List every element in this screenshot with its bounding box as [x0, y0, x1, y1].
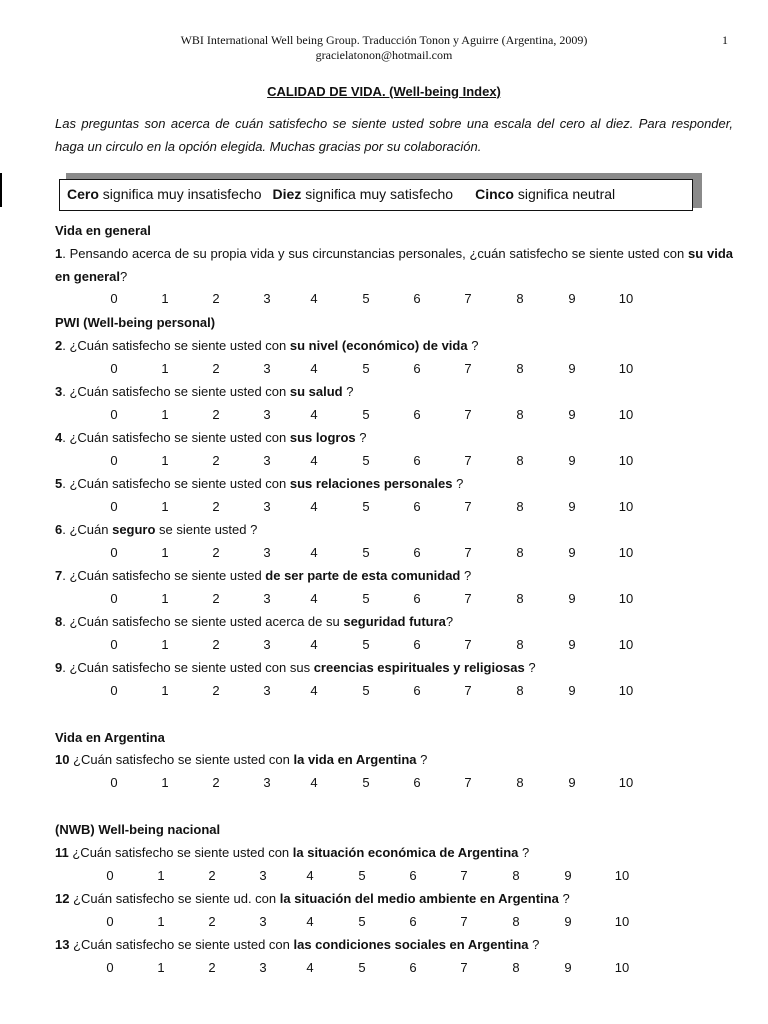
scale-option-0[interactable]: 0 [110, 545, 118, 560]
question-end: ? [524, 660, 536, 675]
legend-cinco-text: significa neutral [513, 186, 616, 202]
question-end: ? [355, 430, 367, 445]
scale-option-8[interactable]: 8 [516, 591, 524, 606]
question-text: . ¿Cuán satisfecho se siente usted con [62, 338, 290, 353]
scale-option-9[interactable]: 9 [564, 914, 572, 929]
question-number: 7 [55, 568, 63, 583]
scale-option-4[interactable]: 4 [310, 591, 318, 606]
scale-option-1[interactable]: 1 [161, 591, 169, 606]
scale-option-7[interactable]: 7 [464, 407, 472, 422]
section-heading-general: Vida en general [55, 223, 151, 238]
section-heading-pwi: PWI (Well-being personal) [55, 315, 216, 330]
header-citation: WBI International Well being Group. Traducción Tonon y Aguirre (Argentina, 2009) [180, 33, 588, 47]
section-heading-nwb: (NWB) Well-being nacional [55, 822, 221, 837]
scale-option-4[interactable]: 4 [306, 914, 314, 929]
scale-option-0[interactable]: 0 [110, 683, 118, 698]
scale-legend-box [59, 179, 693, 211]
scale-option-3[interactable]: 3 [259, 960, 267, 975]
scale-option-3[interactable]: 3 [263, 591, 271, 606]
scale-option-7[interactable]: 7 [464, 683, 472, 698]
question-number: 6 [55, 522, 63, 537]
question-end: ? [460, 568, 472, 583]
question-number: 12 [55, 891, 70, 906]
scale-option-4[interactable]: 4 [310, 683, 318, 698]
scale-option-10[interactable]: 10 [618, 545, 634, 560]
scale-option-1[interactable]: 1 [161, 545, 169, 560]
document-title: CALIDAD DE VIDA. (Well-being Index) [267, 84, 501, 99]
scale-option-10[interactable]: 10 [614, 914, 630, 929]
scale-option-2[interactable]: 2 [208, 914, 216, 929]
scale-option-3[interactable]: 3 [259, 868, 267, 883]
scale-option-4[interactable]: 4 [310, 407, 318, 422]
scale-option-6[interactable]: 6 [409, 914, 417, 929]
scale-option-0[interactable]: 0 [110, 291, 118, 306]
scale-option-5[interactable]: 5 [362, 361, 370, 376]
question-text: ¿Cuán satisfecho se siente usted con [68, 845, 293, 860]
scale-option-2[interactable]: 2 [212, 545, 220, 560]
scale-option-0[interactable]: 0 [110, 499, 118, 514]
question-end: ? [416, 752, 428, 767]
scale-option-8[interactable]: 8 [516, 453, 524, 468]
scale-option-1[interactable]: 1 [161, 361, 169, 376]
scale-option-8[interactable]: 8 [516, 637, 524, 652]
question-text: ¿Cuán satisfecho se siente usted con [69, 937, 294, 952]
scale-option-0[interactable]: 0 [110, 775, 118, 790]
question-9 [55, 660, 536, 675]
scale-option-6[interactable]: 6 [413, 683, 421, 698]
question-end: ? [342, 384, 354, 399]
scale-option-4[interactable]: 4 [306, 868, 314, 883]
question-number: 1 [55, 246, 63, 261]
question-end: ? [518, 845, 530, 860]
scale-option-3[interactable]: 3 [263, 545, 271, 560]
question-number: 2 [55, 338, 63, 353]
scale-option-2[interactable]: 2 [212, 361, 220, 376]
scale-option-7[interactable]: 7 [464, 775, 472, 790]
scale-option-3[interactable]: 3 [263, 683, 271, 698]
scale-option-1[interactable]: 1 [157, 914, 165, 929]
question-number: 9 [55, 660, 63, 675]
scale-option-8[interactable]: 8 [512, 914, 520, 929]
scale-option-6[interactable]: 6 [413, 499, 421, 514]
scale-option-3[interactable]: 3 [263, 775, 271, 790]
scale-option-7[interactable]: 7 [464, 591, 472, 606]
legend-diez-label: Diez [272, 186, 302, 202]
question-emphasis: su nivel (económico) de vida [289, 338, 468, 353]
question-number: 10 [55, 752, 70, 767]
scale-option-7[interactable]: 7 [464, 361, 472, 376]
question-10 [55, 752, 427, 767]
question-13 [55, 937, 539, 952]
scale-option-9[interactable]: 9 [564, 960, 572, 975]
scale-option-3[interactable]: 3 [259, 914, 267, 929]
question-text: . ¿Cuán satisfecho se siente usted con [62, 476, 290, 491]
question-text: . ¿Cuán [62, 522, 113, 537]
scale-option-3[interactable]: 3 [263, 453, 271, 468]
scale-option-6[interactable]: 6 [413, 545, 421, 560]
scale-option-8[interactable]: 8 [516, 407, 524, 422]
scale-option-9[interactable]: 9 [568, 545, 576, 560]
question-2 [55, 338, 478, 353]
scale-option-9[interactable]: 9 [568, 407, 576, 422]
scale-option-6[interactable]: 6 [409, 960, 417, 975]
question-text: . ¿Cuán satisfecho se siente usted con [62, 430, 290, 445]
scale-option-3[interactable]: 3 [263, 291, 271, 306]
scale-option-5[interactable]: 5 [358, 914, 366, 929]
scale-option-5[interactable]: 5 [358, 960, 366, 975]
question-text: ¿Cuán satisfecho se siente ud. con [69, 891, 280, 906]
scale-option-9[interactable]: 9 [568, 775, 576, 790]
question-emphasis: la situación del medio ambiente en Argentina [279, 891, 559, 906]
scale-option-5[interactable]: 5 [362, 407, 370, 422]
scale-option-2[interactable]: 2 [212, 775, 220, 790]
scale-option-6[interactable]: 6 [413, 637, 421, 652]
legend-cinco-label: Cinco [475, 186, 514, 202]
question-emphasis: creencias espirituales y religiosas [313, 660, 525, 675]
scale-option-10[interactable]: 10 [618, 499, 634, 514]
scale-option-0[interactable]: 0 [110, 591, 118, 606]
scale-option-8[interactable]: 8 [516, 361, 524, 376]
scale-option-5[interactable]: 5 [362, 775, 370, 790]
scale-option-10[interactable]: 10 [618, 591, 634, 606]
scale-option-1[interactable]: 1 [161, 499, 169, 514]
question-emphasis: su vida en general [55, 246, 733, 284]
scale-option-3[interactable]: 3 [263, 407, 271, 422]
question-text: . ¿Cuán satisfecho se siente usted con sus [62, 660, 314, 675]
scale-option-5[interactable]: 5 [362, 499, 370, 514]
scale-option-2[interactable]: 2 [212, 637, 220, 652]
scale-option-2[interactable]: 2 [208, 960, 216, 975]
scale-option-4[interactable]: 4 [310, 291, 318, 306]
scale-option-0[interactable]: 0 [106, 960, 114, 975]
scale-option-1[interactable]: 1 [161, 407, 169, 422]
scale-option-8[interactable]: 8 [516, 545, 524, 560]
question-text: . Pensando acerca de su propia vida y sus circunstancias personales, ¿cuán satisfecho se siente usted con [62, 246, 689, 261]
scale-option-4[interactable]: 4 [310, 453, 318, 468]
scale-option-5[interactable]: 5 [362, 637, 370, 652]
question-emphasis: las condiciones sociales en Argentina [293, 937, 529, 952]
question-number: 11 [55, 845, 69, 860]
question-end: se siente usted ? [155, 522, 258, 537]
scale-option-10[interactable]: 10 [618, 775, 634, 790]
question-text: . ¿Cuán satisfecho se siente usted con [62, 384, 290, 399]
scale-option-0[interactable]: 0 [110, 361, 118, 376]
question-1 [55, 242, 733, 288]
scale-option-10[interactable]: 10 [618, 683, 634, 698]
scale-option-0[interactable]: 0 [106, 868, 114, 883]
question-emphasis: de ser parte de esta comunidad [265, 568, 461, 583]
scale-option-8[interactable]: 8 [516, 775, 524, 790]
scale-option-10[interactable]: 10 [614, 960, 630, 975]
scale-option-7[interactable]: 7 [460, 960, 468, 975]
question-emphasis: sus relaciones personales [289, 476, 453, 491]
scale-option-2[interactable]: 2 [212, 453, 220, 468]
question-emphasis: la situación económica de Argentina [292, 845, 519, 860]
question-end: ? [528, 937, 540, 952]
scale-option-0[interactable]: 0 [110, 407, 118, 422]
scale-option-5[interactable]: 5 [362, 683, 370, 698]
scale-option-7[interactable]: 7 [464, 499, 472, 514]
page-header [0, 33, 768, 63]
scale-option-2[interactable]: 2 [212, 499, 220, 514]
question-text: . ¿Cuán satisfecho se siente usted acerca de su [62, 614, 344, 629]
scale-option-1[interactable]: 1 [161, 775, 169, 790]
scale-option-5[interactable]: 5 [362, 591, 370, 606]
instructions-paragraph: Las preguntas son acerca de cuán satisfecho se siente usted sobre una escala del cero al diez. Para responder, haga un circulo en la opción elegida. Muchas gracias por su colaboración. [55, 116, 733, 154]
scale-option-9[interactable]: 9 [568, 361, 576, 376]
scale-option-5[interactable]: 5 [358, 868, 366, 883]
question-number: 13 [55, 937, 70, 952]
scale-option-9[interactable]: 9 [568, 453, 576, 468]
scale-option-10[interactable]: 10 [614, 868, 630, 883]
scale-option-2[interactable]: 2 [212, 291, 220, 306]
scale-option-3[interactable]: 3 [263, 361, 271, 376]
scale-option-5[interactable]: 5 [362, 291, 370, 306]
scale-option-1[interactable]: 1 [161, 291, 169, 306]
scale-option-2[interactable]: 2 [208, 868, 216, 883]
header-email: gracielatonon@hotmail.com [315, 48, 453, 62]
question-emphasis: seguro [112, 522, 156, 537]
question-end: ? [467, 338, 479, 353]
scale-option-8[interactable]: 8 [516, 499, 524, 514]
question-emphasis: sus logros [289, 430, 356, 445]
question-text: . ¿Cuán satisfecho se siente usted [62, 568, 266, 583]
scale-option-0[interactable]: 0 [110, 453, 118, 468]
question-emphasis: seguridad futura [343, 614, 446, 629]
scale-option-9[interactable]: 9 [564, 868, 572, 883]
scale-option-4[interactable]: 4 [310, 637, 318, 652]
scale-option-7[interactable]: 7 [460, 868, 468, 883]
question-7 [55, 568, 471, 583]
question-3 [55, 384, 353, 399]
question-end: ? [558, 891, 570, 906]
scale-option-10[interactable]: 10 [618, 407, 634, 422]
question-text: ¿Cuán satisfecho se siente usted con [69, 752, 294, 767]
scale-option-2[interactable]: 2 [212, 591, 220, 606]
question-11 [55, 845, 529, 860]
scale-option-10[interactable]: 10 [618, 361, 634, 376]
scale-option-4[interactable]: 4 [310, 361, 318, 376]
scale-option-5[interactable]: 5 [362, 545, 370, 560]
question-emphasis: su salud [289, 384, 343, 399]
question-number: 8 [55, 614, 63, 629]
scale-option-8[interactable]: 8 [516, 291, 524, 306]
scale-option-5[interactable]: 5 [362, 453, 370, 468]
margin-mark [0, 173, 2, 207]
question-4 [55, 430, 366, 445]
question-end: ? [452, 476, 464, 491]
scale-option-3[interactable]: 3 [263, 499, 271, 514]
scale-option-6[interactable]: 6 [413, 361, 421, 376]
scale-option-7[interactable]: 7 [464, 291, 472, 306]
scale-option-7[interactable]: 7 [464, 545, 472, 560]
scale-option-8[interactable]: 8 [512, 960, 520, 975]
scale-option-0[interactable]: 0 [106, 914, 114, 929]
scale-option-1[interactable]: 1 [157, 868, 165, 883]
question-number: 3 [55, 384, 63, 399]
legend-diez-text: significa muy satisfecho [301, 186, 454, 202]
question-8 [55, 614, 453, 629]
legend-cero-text: significa muy insatisfecho [98, 186, 262, 202]
scale-option-9[interactable]: 9 [568, 499, 576, 514]
scale-option-2[interactable]: 2 [212, 683, 220, 698]
page-number: 1 [722, 33, 728, 47]
scale-option-6[interactable]: 6 [413, 291, 421, 306]
scale-option-6[interactable]: 6 [413, 453, 421, 468]
scale-option-1[interactable]: 1 [157, 960, 165, 975]
scale-option-7[interactable]: 7 [460, 914, 468, 929]
legend-cero-label: Cero [67, 186, 99, 202]
scale-option-1[interactable]: 1 [161, 637, 169, 652]
scale-option-6[interactable]: 6 [409, 868, 417, 883]
scale-option-9[interactable]: 9 [568, 291, 576, 306]
scale-option-6[interactable]: 6 [413, 775, 421, 790]
scale-option-9[interactable]: 9 [568, 637, 576, 652]
scale-option-9[interactable]: 9 [568, 591, 576, 606]
question-end: ? [445, 614, 454, 629]
question-number: 4 [55, 430, 63, 445]
scale-option-10[interactable]: 10 [618, 637, 634, 652]
scale-option-4[interactable]: 4 [310, 775, 318, 790]
scale-option-4[interactable]: 4 [310, 545, 318, 560]
question-5 [55, 476, 463, 491]
question-number: 5 [55, 476, 63, 491]
scale-option-7[interactable]: 7 [464, 637, 472, 652]
question-emphasis: la vida en Argentina [293, 752, 417, 767]
section-heading-argentina: Vida en Argentina [55, 730, 165, 745]
scale-option-10[interactable]: 10 [618, 453, 634, 468]
scale-option-7[interactable]: 7 [464, 453, 472, 468]
scale-option-4[interactable]: 4 [310, 499, 318, 514]
question-6 [55, 522, 257, 537]
scale-option-4[interactable]: 4 [306, 960, 314, 975]
scale-option-3[interactable]: 3 [263, 637, 271, 652]
scale-option-1[interactable]: 1 [161, 683, 169, 698]
scale-option-10[interactable]: 10 [618, 291, 634, 306]
scale-option-8[interactable]: 8 [512, 868, 520, 883]
scale-option-6[interactable]: 6 [413, 407, 421, 422]
scale-option-2[interactable]: 2 [212, 407, 220, 422]
question-12 [55, 891, 570, 906]
scale-option-6[interactable]: 6 [413, 591, 421, 606]
scale-option-1[interactable]: 1 [161, 453, 169, 468]
scale-option-9[interactable]: 9 [568, 683, 576, 698]
scale-option-0[interactable]: 0 [110, 637, 118, 652]
scale-option-8[interactable]: 8 [516, 683, 524, 698]
question-end: ? [120, 269, 128, 284]
